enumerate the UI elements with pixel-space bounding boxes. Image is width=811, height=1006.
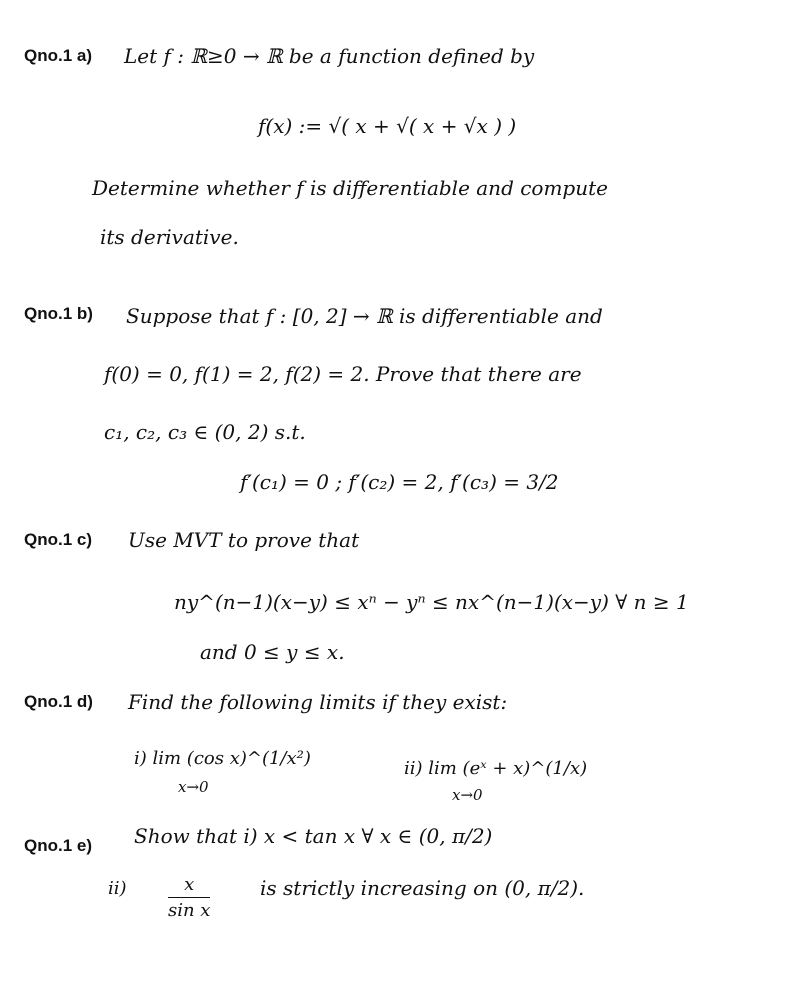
q1a-line3: Determine whether f is differentiable and compute bbox=[92, 176, 608, 200]
q1b-line2: f(0) = 0, f(1) = 2, f(2) = 2. Prove that there are bbox=[104, 362, 582, 386]
q1e-label: Qno.1 e) bbox=[24, 836, 93, 855]
q1c-line1: Use MVT to prove that bbox=[128, 528, 360, 552]
q1a-line4: its derivative. bbox=[100, 225, 239, 249]
q1d-label: Qno.1 d) bbox=[24, 692, 93, 711]
q1b-label: Qno.1 b) bbox=[24, 304, 93, 323]
q1b-line4: f′(c₁) = 0 ; f′(c₂) = 2, f′(c₃) = 3/2 bbox=[240, 470, 559, 494]
q1e-line1: Show that i) x < tan x ∀ x ∈ (0, π/2) bbox=[134, 824, 493, 848]
q1d-part-ii-sub: x→0 bbox=[452, 786, 483, 804]
q1c-line2: ny^(n−1)(x−y) ≤ xⁿ − yⁿ ≤ nx^(n−1)(x−y) ∀ n ≥ 1 bbox=[174, 590, 689, 614]
q1a-line1: Let f : ℝ≥0 → ℝ be a function defined by bbox=[124, 44, 535, 68]
q1e-part-ii: ii) bbox=[108, 878, 127, 899]
q1e-frac-den: sin x bbox=[168, 900, 211, 921]
q1d-part-i-sub: x→0 bbox=[178, 778, 209, 796]
q1e-frac-num: x bbox=[168, 874, 210, 898]
q1c-label: Qno.1 c) bbox=[24, 530, 93, 549]
q1a-label: Qno.1 a) bbox=[24, 46, 93, 65]
q1d-part-i: i) lim (cos x)^(1/x²) bbox=[134, 748, 311, 769]
q1e-line2: is strictly increasing on (0, π/2). bbox=[260, 876, 585, 900]
q1c-line3: and 0 ≤ y ≤ x. bbox=[200, 640, 345, 664]
q1d-line1: Find the following limits if they exist: bbox=[128, 690, 508, 714]
q1b-line3: c₁, c₂, c₃ ∈ (0, 2) s.t. bbox=[104, 420, 306, 444]
q1a-formula: f(x) := √( x + √( x + √x ) ) bbox=[258, 114, 517, 138]
q1b-line1: Suppose that f : [0, 2] → ℝ is differentiable and bbox=[126, 304, 603, 328]
q1e-fraction bbox=[168, 874, 210, 921]
q1d-part-ii: ii) lim (eˣ + x)^(1/x) bbox=[404, 758, 588, 779]
